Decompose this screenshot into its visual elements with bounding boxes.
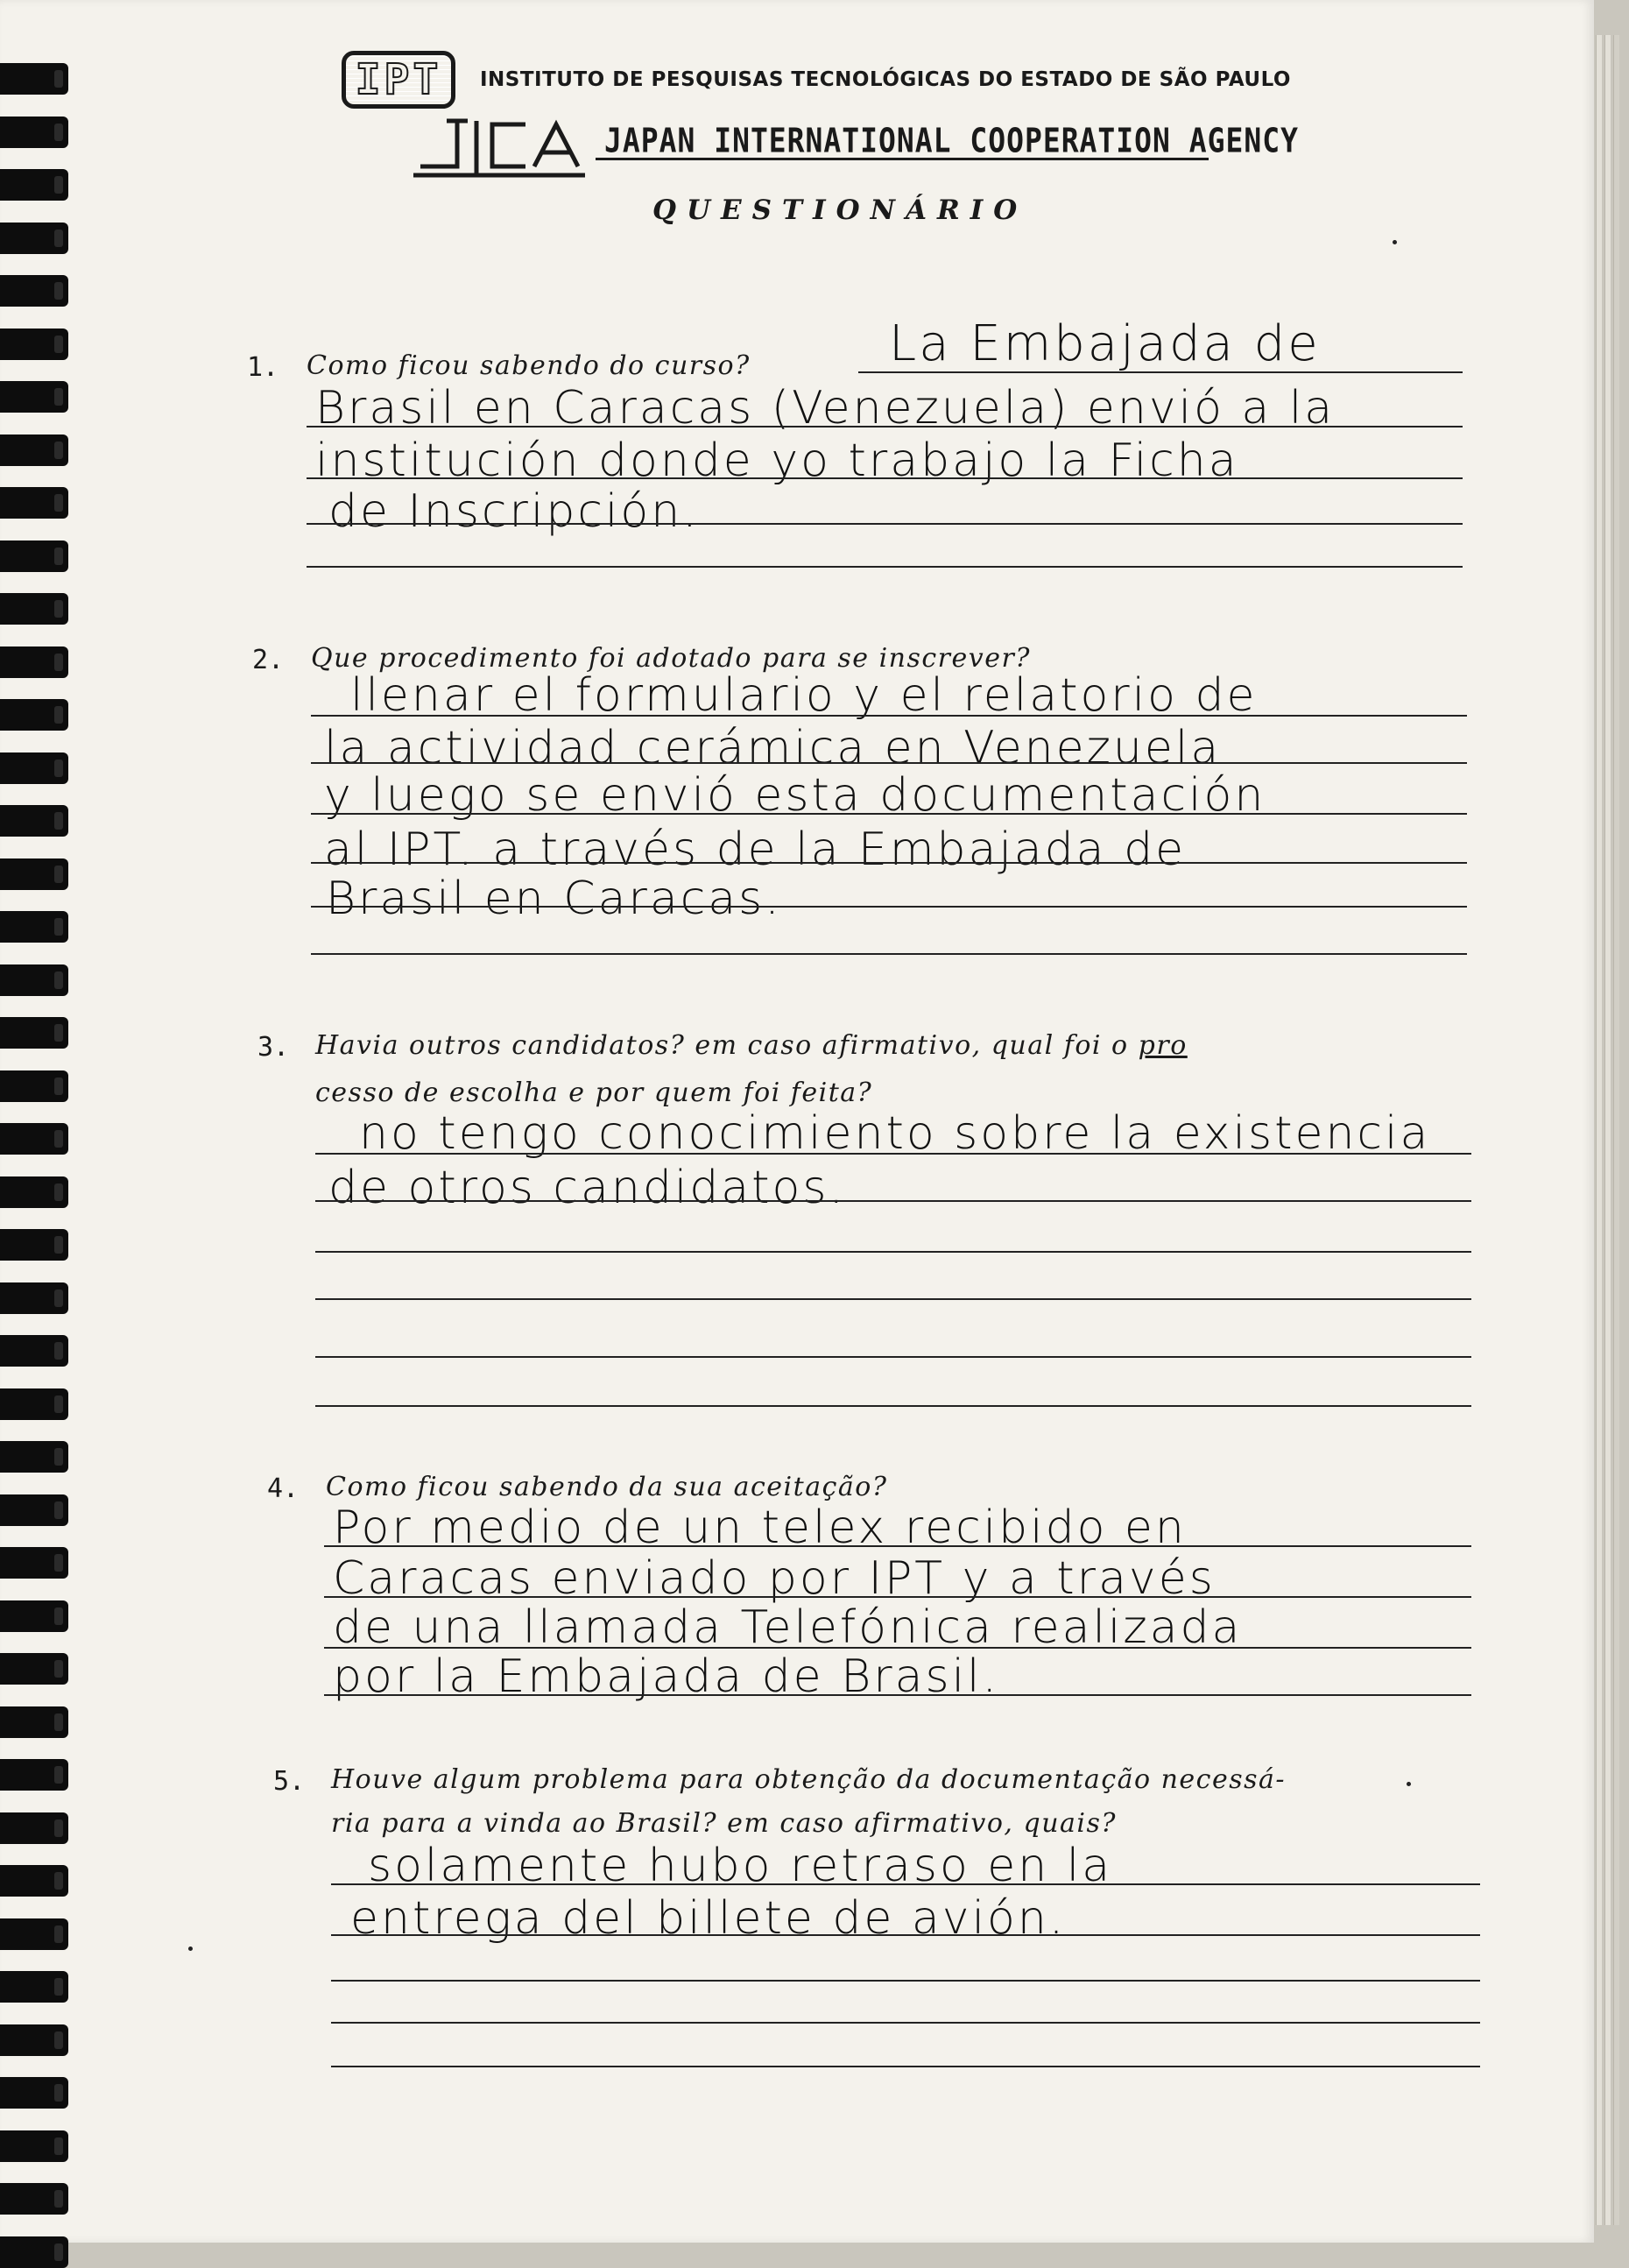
binding-ring bbox=[0, 1865, 68, 1897]
question-prompt: Como ficou sabendo do curso? bbox=[307, 350, 751, 381]
handwritten-answer: Caracas enviado por IPT y a través bbox=[333, 1552, 1216, 1605]
handwritten-answer: por la Embajada de Brasil. bbox=[333, 1650, 1000, 1703]
binding-ring bbox=[0, 752, 68, 784]
answer-line bbox=[311, 715, 1467, 717]
binding-ring bbox=[0, 487, 68, 519]
stray-mark bbox=[188, 1947, 193, 1951]
binding-ring bbox=[0, 381, 68, 413]
answer-line bbox=[315, 1405, 1471, 1407]
handwritten-answer: de otros candidatos. bbox=[328, 1162, 846, 1214]
binding-ring bbox=[0, 2024, 68, 2056]
handwritten-answer: entrega del billete de avión. bbox=[350, 1892, 1067, 1945]
question-prompt: ria para a vinda ao Brasil? em caso afirmativo, quais? bbox=[331, 1808, 1117, 1839]
binding-ring bbox=[0, 275, 68, 307]
handwritten-answer: llenar el formulario y el relatorio de bbox=[350, 669, 1258, 722]
binding-ring bbox=[0, 1812, 68, 1844]
page-edge bbox=[1604, 35, 1611, 2225]
answer-line bbox=[331, 1934, 1480, 1936]
answer-line bbox=[315, 1153, 1471, 1155]
binding-ring bbox=[0, 2077, 68, 2109]
handwritten-answer: Brasil en Caracas. bbox=[326, 873, 782, 925]
handwritten-answer: Por medio de un telex recibido en bbox=[333, 1501, 1187, 1554]
binding-ring bbox=[0, 858, 68, 890]
answer-line bbox=[311, 813, 1467, 815]
answer-line bbox=[311, 862, 1467, 864]
binding-ring bbox=[0, 1335, 68, 1367]
question-number: 1. bbox=[247, 352, 279, 383]
show-through-text bbox=[245, 219, 261, 250]
institute-name: INSTITUTO DE PESQUISAS TECNOLÓGICAS DO ESTADO DE SÃO PAULO bbox=[480, 68, 1291, 91]
answer-line bbox=[311, 906, 1467, 908]
handwritten-answer: La Embajada de bbox=[889, 315, 1321, 372]
question-number: 3. bbox=[257, 1032, 290, 1063]
answer-line bbox=[324, 1596, 1471, 1598]
answer-line bbox=[331, 1980, 1480, 1982]
binding-ring bbox=[0, 435, 68, 466]
binding-ring bbox=[0, 1388, 68, 1420]
binding-ring bbox=[0, 646, 68, 678]
question-prompt: Que procedimento foi adotado para se inscrever? bbox=[311, 643, 1031, 674]
binding-ring bbox=[0, 805, 68, 837]
handwritten-answer: Brasil en Caracas (Venezuela) envió a la bbox=[315, 382, 1336, 435]
document-title: QUESTIONÁRIO bbox=[652, 194, 1028, 226]
answer-line bbox=[858, 371, 1463, 373]
spiral-binding bbox=[0, 0, 79, 2243]
binding-ring bbox=[0, 1653, 68, 1685]
answer-line bbox=[307, 426, 1463, 427]
page-edge bbox=[1613, 35, 1619, 2225]
handwritten-answer: no tengo conocimiento sobre la existencia bbox=[359, 1107, 1431, 1160]
agency-underline bbox=[596, 158, 1209, 160]
handwritten-answer: institución donde yo trabajo la Ficha bbox=[315, 435, 1239, 487]
binding-ring bbox=[0, 699, 68, 731]
ipt-logo: IPT bbox=[342, 51, 455, 109]
question-prompt: Como ficou sabendo da sua aceitação? bbox=[326, 1472, 888, 1502]
binding-ring bbox=[0, 1759, 68, 1791]
question-number: 5. bbox=[273, 1766, 306, 1797]
page-edge bbox=[1596, 35, 1602, 2225]
answer-line bbox=[331, 2022, 1480, 2024]
answer-line bbox=[307, 477, 1463, 479]
binding-ring bbox=[0, 63, 68, 95]
answer-line bbox=[315, 1356, 1471, 1358]
handwritten-answer: al IPT. a través de la Embajada de bbox=[324, 823, 1187, 876]
answer-line bbox=[315, 1298, 1471, 1300]
handwritten-answer: la actividad cerámica en Venezuela bbox=[324, 722, 1222, 774]
binding-ring bbox=[0, 1706, 68, 1738]
binding-ring bbox=[0, 911, 68, 943]
binding-ring bbox=[0, 223, 68, 254]
question-number: 4. bbox=[267, 1473, 300, 1504]
binding-ring bbox=[0, 2183, 68, 2215]
question-prompt: cesso de escolha e por quem foi feita? bbox=[315, 1077, 873, 1108]
binding-ring bbox=[0, 1176, 68, 1208]
binding-ring bbox=[0, 1918, 68, 1950]
question-number: 2. bbox=[252, 645, 285, 675]
answer-line bbox=[324, 1647, 1471, 1649]
question-prompt: Havia outros candidatos? em caso afirmativo, qual foi o pro bbox=[315, 1030, 1188, 1061]
binding-ring bbox=[0, 1600, 68, 1632]
answer-line bbox=[307, 523, 1463, 525]
handwritten-answer: y luego se envió esta documentación bbox=[324, 769, 1266, 822]
handwritten-answer: solamente hubo retraso en la bbox=[368, 1840, 1113, 1892]
answer-line bbox=[331, 2066, 1480, 2067]
question-prompt: Houve algum problema para obtenção da documentação necessá- bbox=[331, 1764, 1287, 1795]
binding-ring bbox=[0, 2130, 68, 2162]
answer-line bbox=[315, 1200, 1471, 1202]
stray-mark bbox=[1393, 240, 1397, 244]
handwritten-answer: de una llamada Telefónica realizada bbox=[333, 1601, 1243, 1654]
hyphenation-underline: pro bbox=[1138, 1030, 1188, 1061]
answer-line bbox=[324, 1545, 1471, 1547]
binding-ring bbox=[0, 593, 68, 625]
binding-ring bbox=[0, 1547, 68, 1579]
answer-line bbox=[311, 762, 1467, 764]
binding-ring bbox=[0, 964, 68, 996]
binding-ring bbox=[0, 1017, 68, 1049]
binding-ring bbox=[0, 1070, 68, 1102]
binding-ring bbox=[0, 2236, 68, 2268]
answer-line bbox=[331, 1883, 1480, 1885]
binding-ring bbox=[0, 1971, 68, 2003]
binding-ring bbox=[0, 169, 68, 201]
answer-line bbox=[311, 953, 1467, 955]
binding-ring bbox=[0, 1494, 68, 1526]
answer-line bbox=[315, 1251, 1471, 1253]
handwritten-answer: de Inscripción. bbox=[328, 485, 700, 538]
binding-ring bbox=[0, 1441, 68, 1473]
binding-ring bbox=[0, 541, 68, 572]
answer-line bbox=[324, 1694, 1471, 1696]
binding-ring bbox=[0, 117, 68, 148]
answer-line bbox=[307, 566, 1463, 568]
binding-ring bbox=[0, 329, 68, 360]
binding-ring bbox=[0, 1282, 68, 1314]
binding-ring bbox=[0, 1229, 68, 1261]
stray-mark bbox=[1407, 1782, 1411, 1786]
agency-name: JAPAN INTERNATIONAL COOPERATION AGENCY bbox=[604, 121, 1299, 160]
jica-logo bbox=[412, 112, 587, 182]
binding-ring bbox=[0, 1123, 68, 1155]
